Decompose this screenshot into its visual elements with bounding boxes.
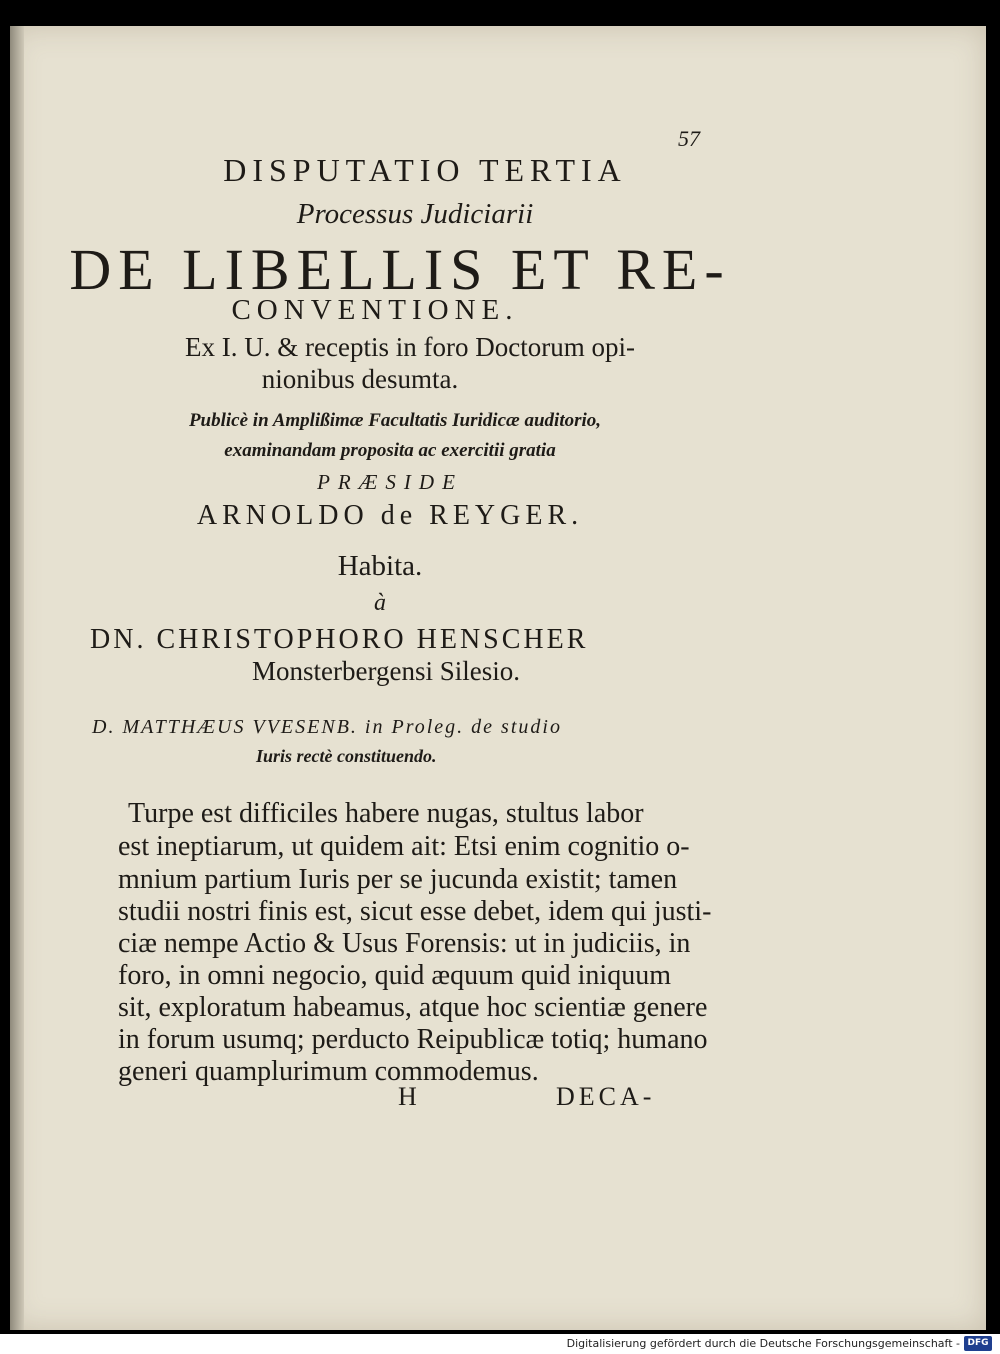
respondent-origin: Monsterbergensi Silesio. [252, 656, 520, 686]
publice-line-1: Publicè in Amplißimæ Facultatis Iuridicæ auditorio, [188, 410, 602, 431]
body-line: studii nostri finis est, sicut esse debet, idem qui justi- [118, 896, 712, 927]
citation-line-1: D. MATTHÆUS VVESENB. in Proleg. de studio [92, 716, 562, 738]
body-line: mnium partium Iuris per se jucunda existit; tamen [118, 864, 678, 895]
catchword: DECA- [556, 1082, 656, 1111]
body-line: sit, exploratum habeamus, atque hoc scientiæ genere [118, 992, 708, 1023]
title-line-2: Processus Judiciarii [296, 198, 534, 230]
praeses-name: ARNOLDO de REYGER. [196, 500, 584, 531]
publice-line-2: examinandam proposita ac exercitii gratia [224, 440, 556, 461]
a-label: à [374, 590, 386, 616]
page-number: 57 [678, 126, 700, 151]
praeside-label: PRÆSIDE [317, 470, 463, 494]
source-line-2: nionibus desumta. [261, 364, 459, 394]
body-line: ciæ nempe Actio & Usus Forensis: ut in judiciis, in [118, 928, 691, 959]
body-line: generi quamplurimum commodemus. [118, 1056, 539, 1087]
body-line: in forum usumq; perducto Reipublicæ totiq; humano [118, 1024, 708, 1055]
body-line: est ineptiarum, ut quidem ait: Etsi enim cognitio o- [118, 831, 690, 862]
footer-bar [0, 1334, 1000, 1354]
signature-mark: H [398, 1082, 417, 1111]
body-line: foro, in omni negocio, quid æquum quid iniquum [118, 960, 671, 991]
title-line-1: DISPUTATIO TERTIA [223, 152, 627, 188]
body-line: Turpe est difficiles habere nugas, stultus labor [128, 798, 644, 829]
footer-credit: Digitalisierung gefördert durch die Deutsche Forschungsgemeinschaft - [566, 1337, 960, 1350]
book-page [10, 26, 986, 1330]
habita-label: Habita. [337, 550, 423, 582]
source-line-1: Ex I. U. & receptis in foro Doctorum opi- [185, 332, 635, 362]
title-line-3: DE LIBELLIS ET RE- [69, 237, 731, 302]
dfg-logo-icon: DFG [964, 1336, 992, 1351]
respondent-name: DN. CHRISTOPHORO HENSCHER [90, 624, 589, 655]
citation-line-2: Iuris rectè constituendo. [256, 746, 437, 766]
title-line-4: CONVENTIONE. [231, 294, 519, 326]
